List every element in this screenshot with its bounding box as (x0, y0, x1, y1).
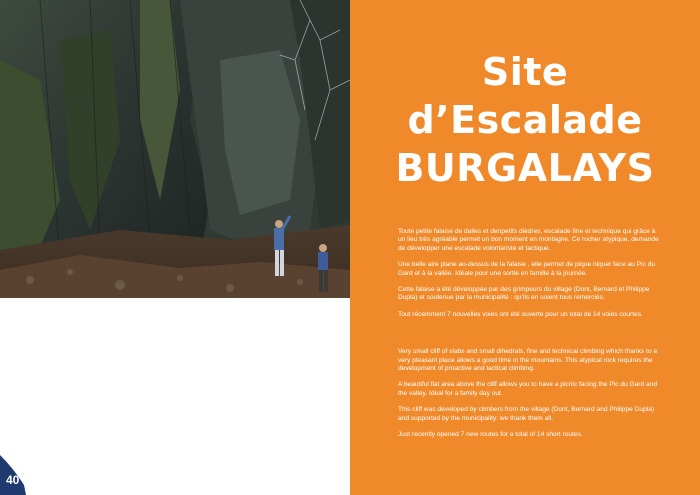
photo-illustration (0, 0, 350, 298)
paragraph-fr-2: Une belle aire plane au-dessus de la falaise , elle permet de pique niquer face au Pic du Gard et à la vallée. Idéale pour une sortie en famille à la journée. (398, 261, 655, 277)
page-title (350, 48, 700, 192)
title-line-2: d’Escalade (407, 98, 643, 142)
paragraph-fr-1: Toute petite falaise de dalles et denpetits dièdres, escalade fine et technique qui grâce à un lieu très agréable permet un bon moment en montagne. Ce rocher atypique, demande de développer une escalade volontariste et tactique. (398, 228, 659, 252)
paragraph-en-3: This cliff was developed by climbers from the village (Dont, Bernard and Philippe Dupla) and supported by the municipality: we thank them all. (398, 406, 655, 422)
paragraph-en-2: A beautiful flat area above the cliff allows you to have a picnic facing the Pic du Gard and the valley. Ideal for a family day out. (398, 381, 658, 397)
right-page (350, 0, 700, 495)
title-line-1: Site (481, 50, 569, 94)
title-line-3: BURGALAYS (395, 146, 655, 190)
paragraph-fr-4: Tout récemment 7 nouvelles voies ont été ouverte pour un total de 14 voies courtes. (398, 310, 643, 318)
paragraph-en-4: Just recently opened 7 new routes for a total of 14 short routes. (398, 431, 583, 439)
climbing-cliff-photo (0, 0, 350, 298)
body-text (398, 228, 660, 448)
paragraph-en-1: Very small cliff of slabs and small dihedrals, fine and technical climbing which thanks to a very pleasant place allows a good time in the mountains. This atypical rock requires the development of proactive and tactical climbing. (398, 348, 657, 373)
section-gap (398, 327, 660, 348)
page-number: 40 (6, 473, 20, 487)
page-number-tab (0, 455, 26, 495)
paragraph-fr-3: Cette falaise a été développée par des grimpeurs du village (Dont, Bernard et Philippe Dupla) et soutenue par la municipalité : qu’ils en soient tous remerciés. (398, 286, 650, 302)
